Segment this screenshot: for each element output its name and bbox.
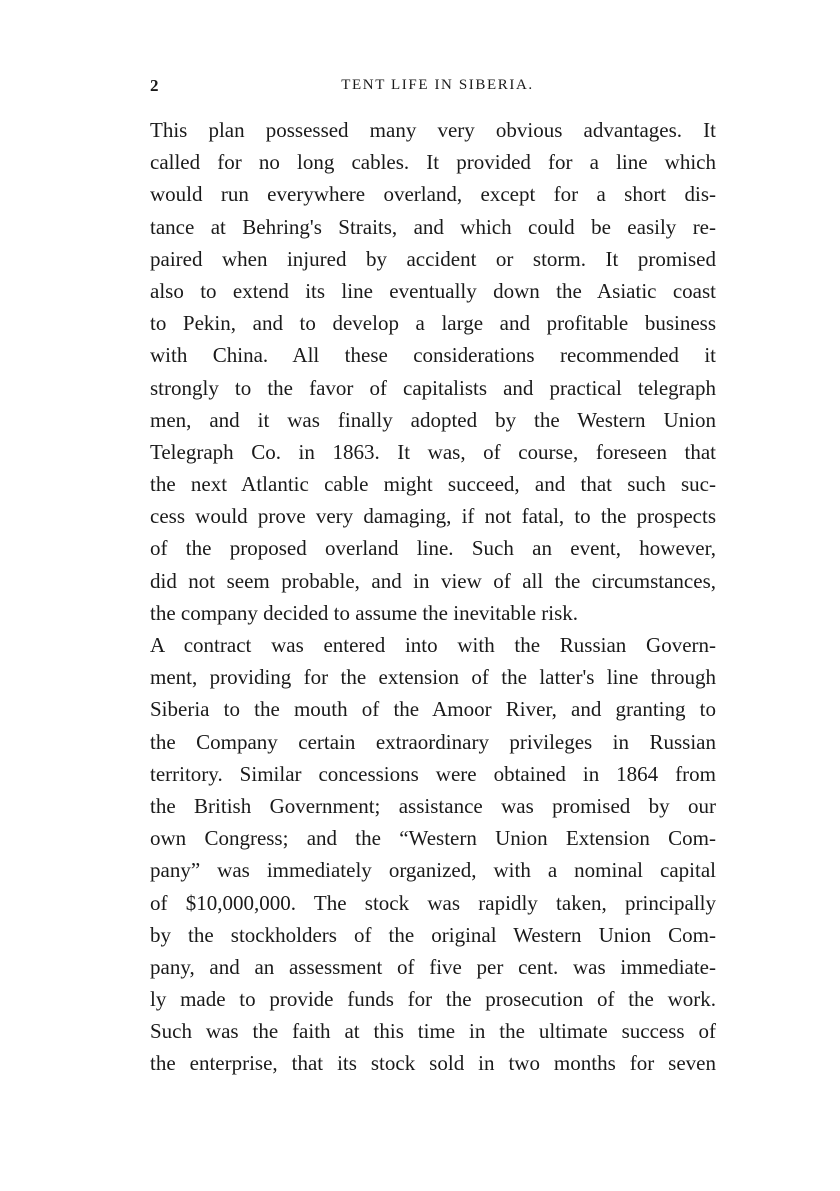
text-line: ment, providing for the extension of the latter's line through: [150, 665, 716, 690]
text-line: of $10,000,000. The stock was rapidly taken, principally: [150, 890, 716, 915]
text-line: cess would prove very damaging, if not fatal, to the prospects: [150, 504, 716, 529]
text-line: would run everywhere overland, except for a short dis-: [150, 182, 716, 207]
text-line: also to extend its line eventually down the Asiatic coast: [150, 278, 716, 303]
text-line: ly made to provide funds for the prosecution of the work.: [150, 987, 716, 1012]
text-line: the next Atlantic cable might succeed, and that such suc-: [150, 472, 716, 497]
text-line: the enterprise, that its stock sold in two months for seven: [150, 1051, 716, 1076]
text-line: paired when injured by accident or storm. It promised: [150, 246, 716, 271]
body-text: [150, 114, 716, 1080]
text-line: This plan possessed many very obvious advantages. It: [150, 118, 716, 142]
text-line: tance at Behring's Straits, and which could be easily re-: [150, 214, 716, 239]
text-line: men, and it was finally adopted by the Western Union: [150, 407, 716, 432]
text-line: territory. Similar concessions were obtained in 1864 from: [150, 761, 716, 786]
text-line: to Pekin, and to develop a large and profitable business: [150, 311, 716, 336]
text-line: the British Government; assistance was promised by our: [150, 793, 716, 818]
page-number: 2: [150, 76, 159, 95]
text-line: own Congress; and the “Western Union Extension Com-: [150, 826, 716, 851]
running-title: TENT LIFE IN SIBERIA.: [341, 77, 534, 93]
text-line: Telegraph Co. in 1863. It was, of course, foreseen that: [150, 439, 716, 464]
text-line: strongly to the favor of capitalists and practical telegraph: [150, 375, 716, 400]
text-line: Siberia to the mouth of the Amoor River, and granting to: [150, 697, 716, 722]
text-line: pany, and an assessment of five per cent. was immediate-: [150, 954, 716, 979]
text-line: the Company certain extraordinary privileges in Russian: [150, 729, 716, 754]
text-line: called for no long cables. It provided for a line which: [150, 150, 716, 175]
text-line: pany” was immediately organized, with a nominal capital: [150, 858, 716, 883]
running-head: [150, 76, 725, 100]
paragraph-last-line: the company decided to assume the inevitable risk.: [150, 600, 579, 625]
text-line: with China. All these considerations recommended it: [150, 343, 716, 368]
text-line: Such was the faith at this time in the ultimate success of: [150, 1019, 716, 1044]
text-line: of the proposed overland line. Such an event, however,: [150, 536, 716, 561]
text-line: by the stockholders of the original Western Union Com-: [150, 922, 716, 947]
text-line: A contract was entered into with the Russian Govern-: [150, 633, 716, 657]
text-line: did not seem probable, and in view of all the circumstances,: [150, 568, 716, 593]
